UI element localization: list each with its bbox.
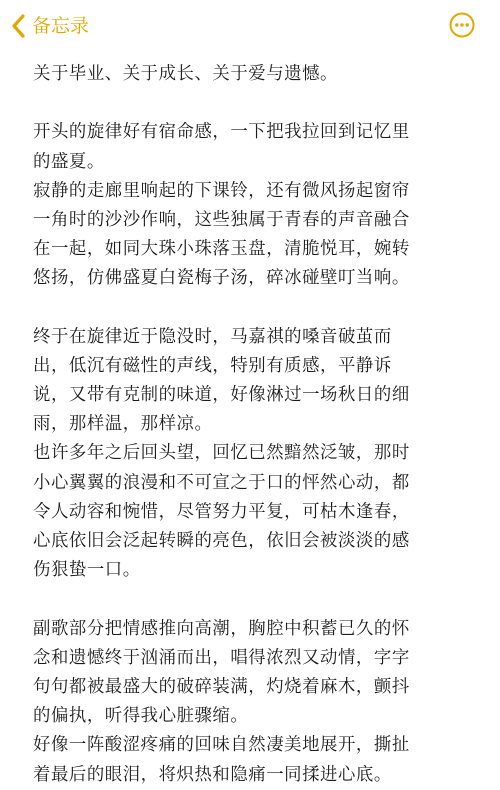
- note-line: 着最后的眼泪，将炽热和隐痛一同揉进心底。: [33, 764, 392, 785]
- note-line: 心底依旧会泛起转瞬的亮色，依旧会被淡淡的感: [33, 531, 410, 551]
- note-line: 一角时的沙沙作响，这些独属于青春的声音融合: [33, 209, 410, 230]
- note-line: 小心翼翼的浪漫和不可宣之于口的怦然心动，都: [33, 472, 410, 493]
- navigation-bar: [0, 0, 500, 52]
- note-body[interactable]: [33, 60, 478, 790]
- note-line: 寂静的走廊里响起的下课铃，还有微风扬起窗帘: [33, 180, 410, 201]
- note-line: 关于毕业、关于成长、关于爱与遗憾。: [33, 64, 338, 84]
- note-line: 悠扬，仿佛盛夏白瓷梅子汤，碎冰碰壁叮当响。: [33, 268, 410, 289]
- note-line: 好像一阵酸涩疼痛的回味自然凄美地展开，撕扯: [33, 735, 410, 756]
- note-line: 终于在旋律近于隐没时，马嘉祺的嗓音破茧而: [33, 326, 392, 347]
- note-line: [33, 294, 478, 323]
- note-line: 说，又带有克制的味道，好像淋过一场秋日的细: [33, 385, 410, 406]
- chevron-left-icon: [10, 13, 28, 39]
- note-line: 令人动容和惋惜，尽管努力平复，可枯木逢春，: [33, 501, 410, 522]
- note-line: 念和遗憾终于汹涌而出，唱得浓烈又动情，字字: [33, 647, 410, 668]
- note-line: 雨，那样温，那样凉。: [33, 414, 213, 435]
- note-line: 在一起，如同大珠小珠落玉盘，清脆悦耳，婉转: [33, 239, 410, 260]
- note-line: 也许多年之后回头望，回忆已然黯然泛皱，那时: [33, 443, 410, 464]
- note-line: [33, 89, 478, 118]
- note-line: 的盛夏。: [33, 151, 105, 172]
- back-label: 备忘录: [32, 15, 90, 37]
- note-line: [33, 585, 478, 614]
- note-line: 副歌部分把情感推向高潮，胸腔中积蓄已久的怀: [33, 618, 410, 639]
- back-button[interactable]: [10, 12, 89, 40]
- note-line: 出，低沉有磁性的声线，特别有质感，平静诉: [33, 355, 392, 376]
- more-options-icon[interactable]: [449, 12, 475, 38]
- note-line: 句句都被最盛大的破碎装满，灼烧着麻木，颤抖: [33, 676, 410, 697]
- note-line: 的偏执，听得我心脏骤缩。: [33, 706, 249, 727]
- note-line: 伤狠蛰一口。: [33, 560, 141, 581]
- note-line: 开头的旋律好有宿命感，一下把我拉回到记忆里: [33, 122, 410, 143]
